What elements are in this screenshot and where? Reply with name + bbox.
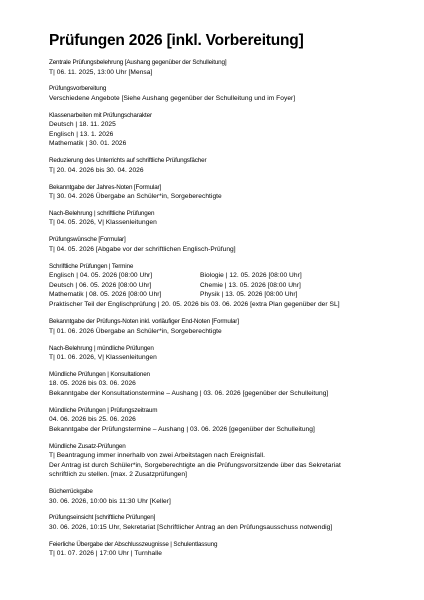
section-line: Deutsch | 18. 11. 2025 <box>49 121 116 129</box>
section-line: T| 01. 06. 2026 Übergabe an Schüler*in, Sorgeberechtigte <box>49 327 222 335</box>
practical-exam-entry: Praktischer Teil der Englischprüfung | 20. 05. 2026 bis 03. 06. 2026 [extra Plan gegenüber der SL] <box>49 301 340 309</box>
section-heading: Klassenarbeiten mit Prüfungscharakter <box>49 111 152 119</box>
exam-dates-column-left <box>49 271 161 300</box>
section-heading: Bekanntgabe der Prüfungs-Noten inkl. vorläufiger End-Noten [Formular] <box>49 318 239 326</box>
section-line: Bekanntgabe der Prüfungstermine – Aushang | 03. 06. 2026 [gegenüber der Schulleitung] <box>49 425 315 433</box>
section-line: T| 01. 06. 2026, V| Klassenleitungen <box>49 354 157 362</box>
section-nach-belehrung-muendlich <box>49 344 419 363</box>
section-line: Mathematik | 30. 01. 2026 <box>49 140 127 148</box>
section-heading: Reduzierung des Unterrichts auf schriftliche Prüfungsfächer <box>49 157 207 165</box>
section-heading: Nach-Belehrung | schriftliche Prüfungen <box>49 209 155 217</box>
section-heading: Feierliche Übergabe der Abschlusszeugnisse | Schulentlassung <box>49 540 218 548</box>
section-zentrale-belehrung <box>49 58 419 77</box>
exam-date-entry: Chemie | 13. 05. 2026 [08:00 Uhr] <box>200 281 301 289</box>
exam-date-entry: Englisch | 04. 05. 2026 [08:00 Uhr] <box>49 272 153 280</box>
exam-date-entry: Biologie | 12. 05. 2026 [08:00 Uhr] <box>200 272 302 280</box>
page-title: Prüfungen 2026 [inkl. Vorbereitung] <box>49 32 304 49</box>
schedule-content <box>49 58 419 566</box>
exam-date-entry: Physik | 13. 05. 2026 [08:00 Uhr] <box>200 291 298 299</box>
section-buecherrueckgabe <box>49 487 419 506</box>
section-line: 30. 06. 2026, 10:00 bis 11:30 Uhr [Keller] <box>49 497 171 505</box>
section-line: 18. 05. 2026 bis 03. 06. 2026 <box>49 380 136 388</box>
section-line: 04. 06. 2026 bis 25. 06. 2026 <box>49 416 136 424</box>
section-line: Bekanntgabe der Konsultationstermine – Aushang | 03. 06. 2026 [gegenüber der Schulleitung] <box>49 389 329 397</box>
section-heading: Nach-Belehrung | mündliche Prüfungen <box>49 344 154 352</box>
section-line: T| 30. 04. 2026 Übergabe an Schüler*in, Sorgeberechtigte <box>49 193 222 201</box>
exam-date-entry: Deutsch | 06. 05. 2026 [08:00 Uhr] <box>49 281 152 289</box>
section-heading: Prüfungsvorbereitung <box>49 85 107 93</box>
section-schriftliche-pruefungen <box>49 262 419 310</box>
section-jahres-noten <box>49 183 419 202</box>
section-heading: Bekanntgabe der Jahres-Noten [Formular] <box>49 183 162 191</box>
section-heading: Prüfungseinsicht [schriftliche Prüfungen] <box>49 514 156 522</box>
section-line: T| Beantragung immer innerhalb von zwei Arbeitstagen nach Ereignisfall. <box>49 452 266 460</box>
section-nach-belehrung-schriftlich <box>49 209 419 228</box>
section-heading: Schriftliche Prüfungen | Termine <box>49 262 134 270</box>
section-line: 30. 06. 2026, 10:15 Uhr, Sekretariat [Schriftlicher Antrag an den Prüfungsausschuss notwendig] <box>49 523 333 531</box>
section-klassenarbeiten <box>49 111 419 149</box>
exam-date-entry: Mathematik | 08. 05. 2026 [08:00 Uhr] <box>49 291 162 299</box>
exam-dates-column-right <box>200 271 302 300</box>
section-line: T| 04. 05. 2026 [Abgabe vor der schriftlichen Englisch-Prüfung] <box>49 245 236 253</box>
section-line: T| 06. 11. 2025, 13:00 Uhr [Mensa] <box>49 68 153 76</box>
section-heading: Zentrale Prüfungsbelehrung [Aushang gegenüber der Schulleitung] <box>49 59 227 66</box>
section-heading: Mündliche Zusatz-Prüfungen <box>49 442 126 450</box>
section-pruefungs-noten <box>49 317 419 336</box>
section-pruefungseinsicht <box>49 513 419 532</box>
exam-dates-grid <box>49 271 419 300</box>
section-line: Verschiedene Angebote [Siehe Aushang gegenüber der Schulleitung und im Foyer] <box>49 94 296 102</box>
section-heading: Mündliche Prüfungen | Prüfungszeitraum <box>49 406 158 414</box>
section-pruefungsvorbereitung <box>49 84 419 103</box>
section-heading: Bücherrückgabe <box>49 488 93 496</box>
section-zusatz-pruefungen <box>49 442 419 480</box>
section-konsultationen <box>49 370 419 399</box>
section-pruefungswuensche <box>49 235 419 254</box>
section-heading: Prüfungswünsche [Formular] <box>49 236 126 244</box>
section-heading: Mündliche Prüfungen | Konsultationen <box>49 370 150 378</box>
section-line: T| 20. 04. 2026 bis 30. 04. 2026 <box>49 166 144 174</box>
section-zeugnisuebergabe <box>49 540 419 559</box>
section-line: T| 01. 07. 2026 | 17:00 Uhr | Turnhalle <box>49 550 163 558</box>
section-pruefungszeitraum <box>49 406 419 435</box>
section-reduzierung-unterricht <box>49 156 419 175</box>
section-line: T| 04. 05. 2026, V| Klassenleitungen <box>49 219 157 227</box>
section-line: Englisch | 13. 1. 2026 <box>49 130 114 138</box>
section-line: Der Antrag ist durch Schüler*in, Sorgeberechtigte an die Prüfungsvorsitzende über das Sekretariat schriftlich zu stellen. [max. 2 Zusatzprüfungen] <box>49 461 341 479</box>
